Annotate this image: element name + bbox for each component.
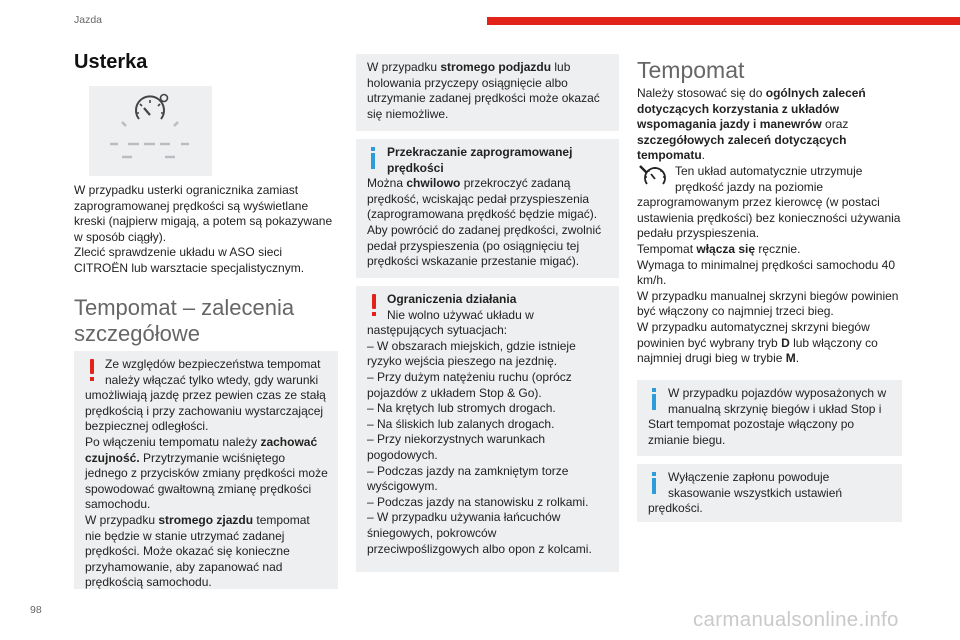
cruise-body xyxy=(637,86,902,367)
header-accent-bar xyxy=(487,17,960,25)
exceeding-speed-title: Przekraczanie zaprogramowanej prędkości xyxy=(387,145,573,175)
cruise-automatic-gearbox: W przypadku automatycznej skrzyni biegów powinien być wybrany tryb D lub włączony co najmniej drugi bieg w trybie M. xyxy=(637,319,878,366)
fault-paragraph-1: W przypadku usterki ogranicznika zamiast zaprogramowanej prędkości są wyświetlane kreski (najpierw migają, a potem są pokazywane w sposób ciągły). xyxy=(74,183,333,244)
limitation-item: – Przy dużym natężeniu ruchu (oprócz pojazdów z układem Stop & Go). xyxy=(367,369,572,400)
limitation-item: – Podczas jazdy na zamkniętym torze wyścigowym. xyxy=(367,463,569,494)
info-icon xyxy=(367,145,383,173)
limitation-item: – Na krętych lub stromych drogach. xyxy=(367,401,556,416)
watermark: carmanualsonline.info xyxy=(693,608,899,631)
limitation-item: – W przypadku używania łańcuchów śniegowych, pokrowców przeciwpoślizgowych albo opon z kolcami. xyxy=(367,510,592,556)
limitations-intro: Nie wolno używać układu w następujących sytuacjach: xyxy=(367,307,534,338)
cruise-control-icon xyxy=(637,164,671,190)
limitation-item: – Przy niekorzystnych warunkach pogodowych. xyxy=(367,432,546,462)
fault-text xyxy=(74,183,338,277)
info-box-stop-start xyxy=(637,380,902,456)
page-number: 98 xyxy=(30,604,42,616)
warning-icon xyxy=(367,292,383,320)
ignition-text: Wyłączenie zapłonu powoduje skasowanie wszystkich ustawień prędkości. xyxy=(648,470,843,516)
section-header: Jazda xyxy=(74,14,103,26)
limitation-item: – Na śliskich lub zalanych drogach. xyxy=(367,416,555,431)
limitation-item: – Podczas jazdy na stanowisku z rolkami. xyxy=(367,494,589,509)
speed-limiter-fault-icon xyxy=(89,86,212,176)
info-box-ignition xyxy=(637,464,902,522)
cruise-description: Ten układ automatycznie utrzymuje prędkość jazdy na poziomie zaprogramowanym przez kierowcę (w postaci ustawienia prędkości) bez konieczności używania pedału przyspieszenia. xyxy=(637,163,901,241)
info-icon xyxy=(648,386,664,414)
incline-text: W przypadku stromego podjazdu lub holowania przyczepy osiągnięcie albo utrzymanie zadanej prędkości może okazać się niemożliwe. xyxy=(367,60,600,121)
fault-paragraph-2: Zlecić sprawdzenie układu w ASO sieci CITROËN lub warsztacie specjalistycznym. xyxy=(74,245,305,275)
warning-box-safety xyxy=(74,351,338,589)
note-box-incline xyxy=(356,54,619,131)
exceeding-speed-text: Można chwilowo przekroczyć zadaną prędkość, wciskając pedał przyspieszenia (zaprogramowana prędkość będzie migać). Aby powrócić do zadanej prędkości, zwolnić pedał przyspieszenia (po osiągnięciu tej prędkości wskazanie przestanie migać). xyxy=(367,176,602,269)
cruise-min-speed: Wymaga to minimalnej prędkości samochodu 40 km/h. xyxy=(637,257,896,288)
cruise-heading: Tempomat xyxy=(637,57,745,83)
limitation-item: – W obszarach miejskich, gdzie istnieje ryzyko wejścia pieszego na jezdnię. xyxy=(367,338,576,369)
limitations-title: Ograniczenia działania xyxy=(387,292,517,306)
fault-heading: Usterka xyxy=(74,51,148,73)
cruise-recommendations-heading: Tempomat – zalecenia szczegółowe xyxy=(74,295,295,346)
cruise-manual-gearbox: W przypadku manualnej skrzyni biegów powinien być włączony co najmniej trzeci bieg. xyxy=(637,288,899,319)
warning-descent-text: W przypadku stromego zjazdu tempomat nie będzie w stanie utrzymać zadanej prędkości. Może okazać się konieczne przyhamowanie, aby zapanować nad prędkością samochodu. xyxy=(85,512,310,590)
warning-safety-text: Ze względów bezpieczeństwa tempomat należy włączać tylko wtedy, gdy warunki umożliwiają jazdę przez pewien czas ze stałą prędkością i przy zachowaniu wystarczającej bezpiecznej odległości. xyxy=(85,357,326,434)
warning-vigilance-text: Po włączeniu tempomatu należy zachować czujność. Przytrzymanie wciśniętego jednego z przycisków zmiany prędkości może spowodować gwałtowną zmianę prędkości samochodu. xyxy=(85,434,328,512)
warning-icon xyxy=(85,357,101,385)
warning-box-limitations xyxy=(356,286,619,572)
info-icon xyxy=(648,470,664,498)
cruise-activation: Tempomat włącza się ręcznie. xyxy=(637,241,801,256)
cruise-intro: Należy stosować się do ogólnych zaleceń dotyczących korzystania z układów wspomagania jazdy i manewrów oraz szczegółowych zaleceń dotyczących tempomatu. xyxy=(637,86,866,163)
stop-start-text: W przypadku pojazdów wyposażonych w manualną skrzynię biegów i układ Stop i Start tempomat pozostaje włączony po zmianie biegu. xyxy=(648,386,887,447)
info-box-exceeding-speed xyxy=(356,139,619,278)
